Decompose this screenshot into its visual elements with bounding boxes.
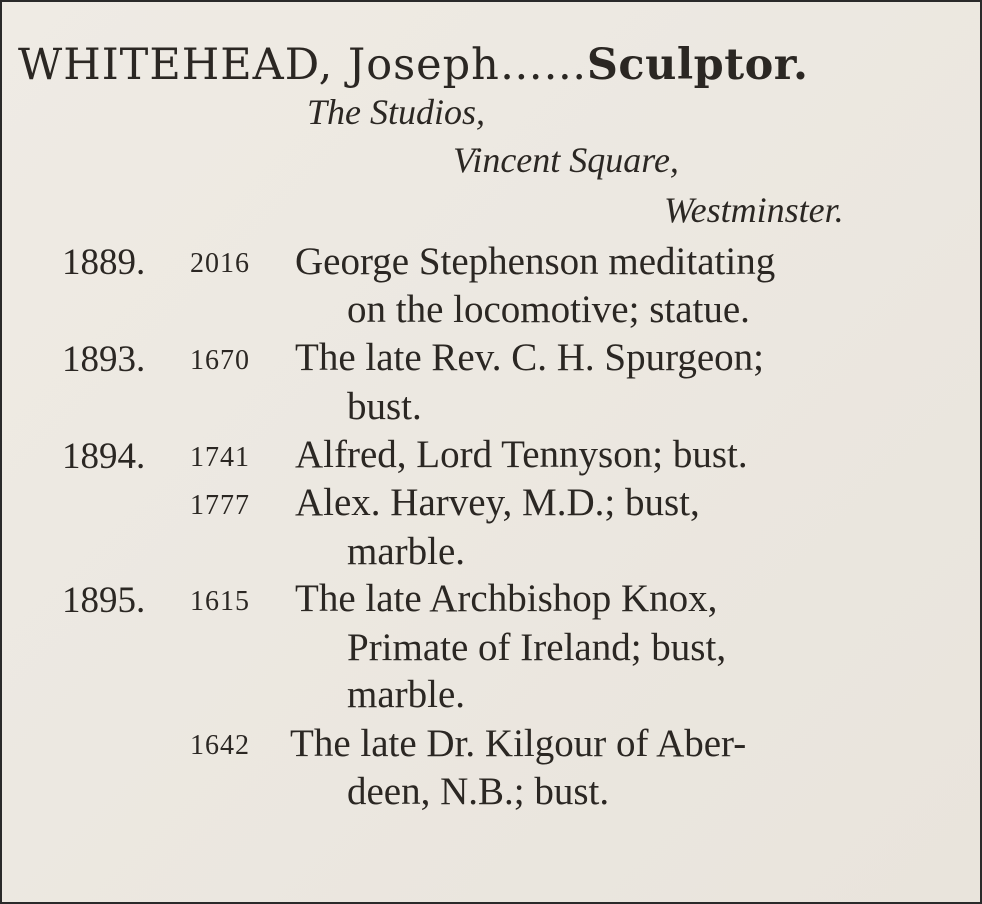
entry-heading bbox=[18, 40, 809, 90]
entry-title-line: Alex. Harvey, M.D.; bust, bbox=[295, 481, 700, 524]
entry-title-line: Primate of Ireland; bust, bbox=[347, 626, 727, 669]
address-line-3: Westminster. bbox=[664, 190, 844, 230]
artist-profession: Sculptor. bbox=[586, 40, 809, 90]
entry-title-line: The late Dr. Kilgour of Aber- bbox=[290, 722, 747, 765]
catalogue-number: 1615 bbox=[190, 586, 250, 617]
catalogue-number: 1741 bbox=[190, 442, 250, 473]
entry-title-line: The late Rev. C. H. Spurgeon; bbox=[295, 336, 765, 379]
entry-title-line: marble. bbox=[347, 530, 466, 573]
entry-text: George Stephenson meditating bbox=[295, 240, 776, 283]
entry-title-line: deen, N.B.; bust. bbox=[347, 770, 610, 813]
entry-year: 1895. bbox=[62, 580, 146, 621]
entry-title-line bbox=[295, 242, 910, 281]
entry-title-line: bust. bbox=[347, 385, 422, 428]
catalogue-number: 1777 bbox=[190, 490, 250, 521]
entry-year: 1894. bbox=[62, 436, 146, 477]
entry-title-line: Alfred, Lord Tennyson; bust. bbox=[295, 433, 748, 476]
address-line-1: The Studios, bbox=[307, 92, 486, 132]
entry-year: 1893. bbox=[62, 339, 146, 380]
entry-title-line: marble. bbox=[347, 673, 466, 716]
catalogue-number: 2016 bbox=[190, 248, 250, 279]
artist-name: WHITEHEAD, Joseph bbox=[18, 40, 500, 90]
entry-title-line: The late Archbishop Knox, bbox=[295, 577, 718, 620]
entry-year: 1889. bbox=[62, 242, 146, 283]
dot-leader: …… bbox=[499, 40, 587, 90]
entry-title-line: on the locomotive; statue. bbox=[347, 288, 750, 331]
catalogue-number: 1670 bbox=[190, 345, 250, 376]
catalogue-number: 1642 bbox=[190, 730, 250, 761]
address-line-2: Vincent Square, bbox=[453, 140, 679, 180]
